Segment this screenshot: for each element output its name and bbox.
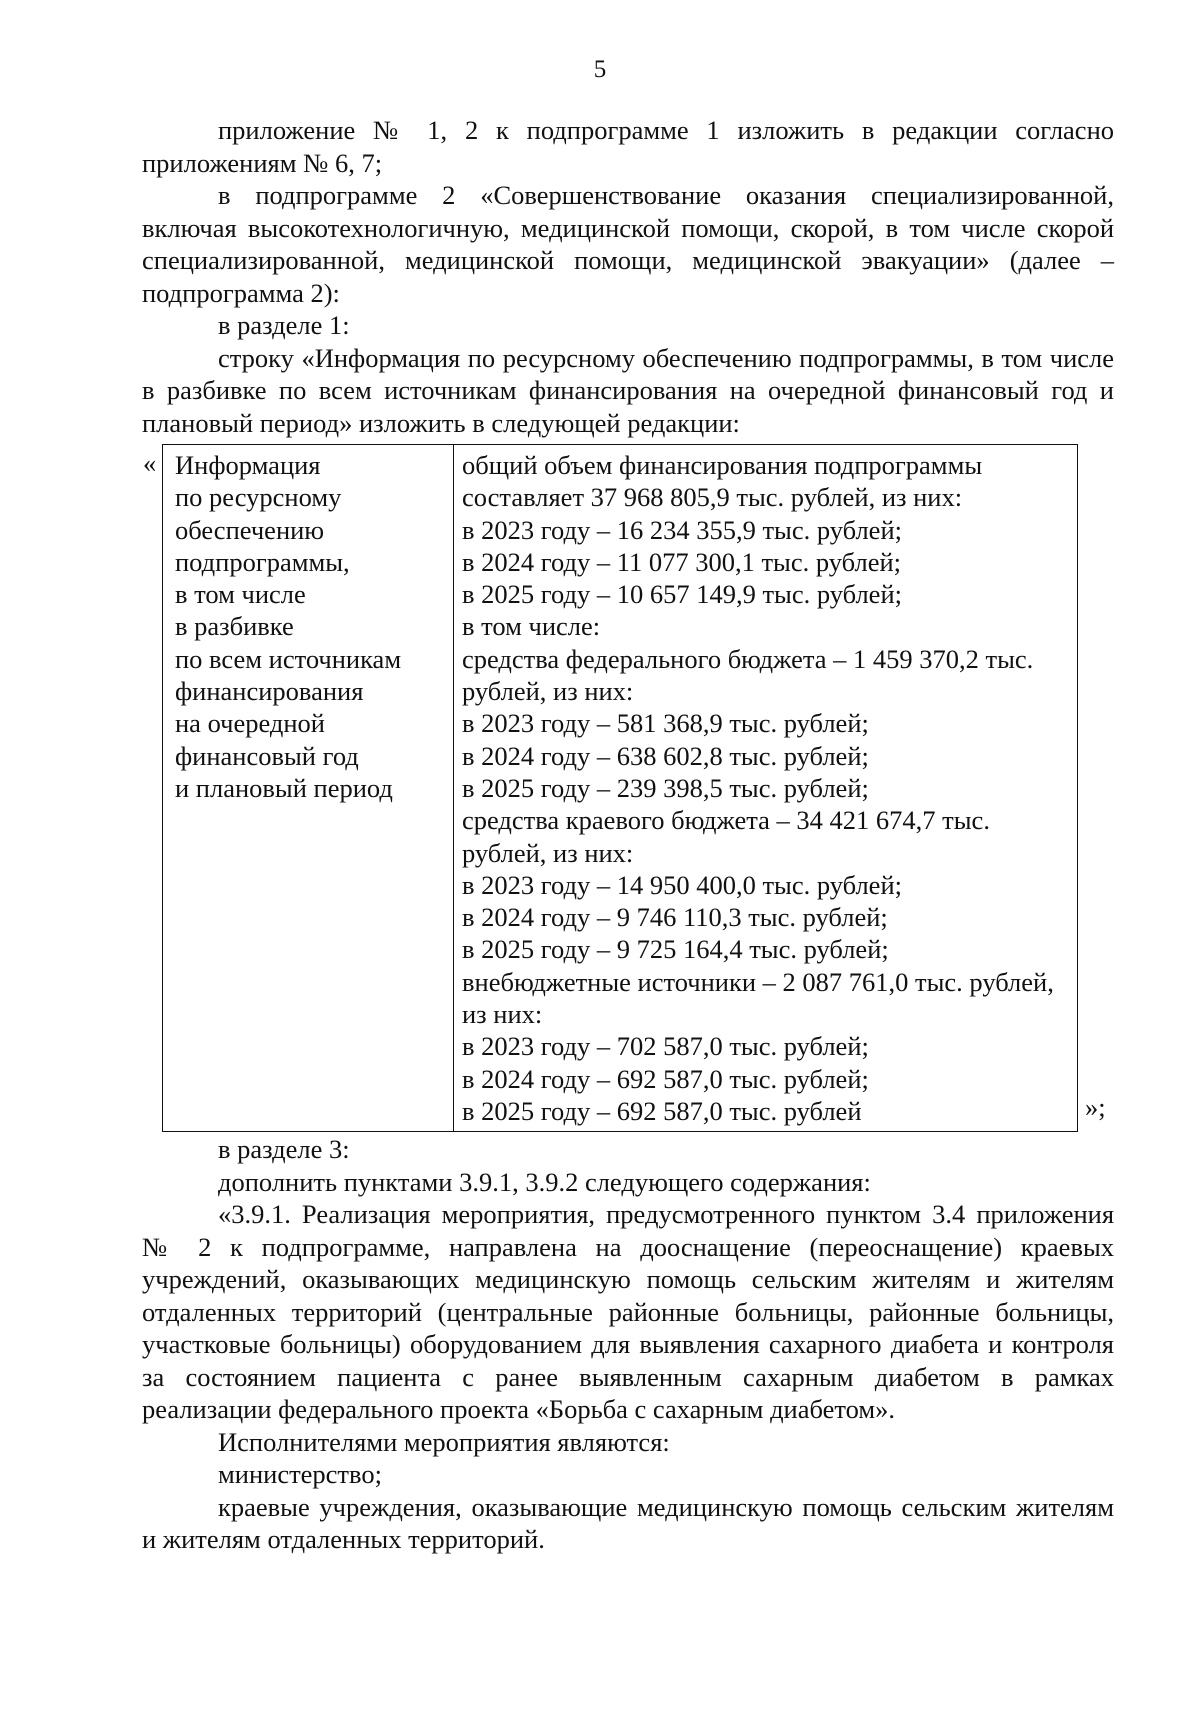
cell-line: в 2024 году – 638 602,8 тыс. рублей; [462, 740, 869, 771]
resource-info-table [162, 444, 1078, 1132]
cell-line: средства краевого бюджета – 34 421 674,7 тыс. [462, 805, 990, 836]
paragraph [142, 1133, 1114, 1166]
text-line: краевые учреждения, оказывающие медицинскую помощь сельским [218, 1491, 1007, 1522]
text-line: Исполнителями мероприятия являются: [218, 1426, 670, 1457]
row-value-cell [454, 445, 1078, 1132]
paragraph [142, 342, 1114, 440]
cell-line: финансовый год [175, 740, 359, 771]
text-line: и жителям отдаленных территорий (центральные районные больницы, районные [142, 1264, 1115, 1327]
cell-line: в 2025 году – 10 657 149,9 тыс. рублей; [462, 579, 902, 610]
paragraph [142, 179, 1114, 309]
text-line: «3.9.1. Реализация мероприятия, предусмотренного пунктом 3.4 [218, 1199, 966, 1229]
cell-line: финансирования [175, 676, 364, 707]
cell-line: составляет 37 968 805,9 тыс. рублей, из них: [462, 482, 963, 513]
text-line: в разделе 1: [218, 310, 350, 340]
top-text-block [142, 114, 1114, 439]
text-line: строку «Информация по ресурсному обеспечению подпрограммы, [218, 342, 974, 373]
cell-line: в 2023 году – 16 234 355,9 тыс. рублей; [462, 514, 902, 545]
text-line: скорой специализированной, медицинской помощи, медицинской эвакуации» [142, 212, 1115, 275]
cell-line: в 2024 году – 692 587,0 тыс. рублей; [462, 1063, 869, 1094]
row-label-cell [163, 445, 454, 1132]
text-line: приложение № 1, 2 к подпрограмме 1 изложить в редакции согласно [218, 115, 1114, 145]
text-line: краевых учреждений, оказывающих медицинскую помощь сельским жителям [142, 1231, 1115, 1294]
cell-line: рублей, из них: [462, 676, 634, 707]
cell-line: подпрограммы, [175, 546, 350, 577]
cell-line: в том числе [175, 579, 306, 610]
text-line: (далее – подпрограмма 2): [142, 245, 1115, 308]
text-line: в подпрограмме 2 «Совершенствование оказания специализированной, [218, 180, 1114, 210]
text-line: в том числе в разбивке по всем источникам финансирования на очередной [142, 342, 1114, 405]
text-line: министерство; [218, 1459, 382, 1489]
cell-line: из них: [462, 999, 543, 1030]
cell-line: в 2025 году – 239 398,5 тыс. рублей; [462, 772, 869, 803]
paragraph [142, 1491, 1114, 1556]
cell-line: средства федерального бюджета – 1 459 370,2 тыс. [462, 643, 1034, 674]
table-row [163, 445, 1078, 1132]
cell-line: в 2023 году – 702 587,0 тыс. рублей; [462, 1031, 869, 1062]
cell-line: по всем источникам [175, 643, 402, 674]
cell-line: общий объем финансирования подпрограммы [462, 450, 983, 480]
cell-line: на очередной [175, 708, 325, 739]
cell-line: и плановый период [175, 772, 393, 803]
page-number: 5 [593, 56, 607, 83]
text-line: включая высокотехнологичную, медицинской помощи, скорой, в том числе [142, 212, 1026, 243]
text-line: в разделе 3: [218, 1134, 350, 1164]
paragraph [142, 114, 1114, 179]
closing-quote: »; [1085, 1092, 1106, 1122]
cell-line: в 2025 году – 692 587,0 тыс. рублей [462, 1095, 862, 1126]
cell-line: в 2023 году – 14 950 400,0 тыс. рублей; [462, 869, 902, 900]
cell-line: по ресурсному [175, 482, 342, 513]
paragraph [142, 1198, 1114, 1426]
cell-line: обеспечению [175, 514, 325, 545]
opening-quote: « [143, 448, 157, 478]
cell-line: в 2025 году – 9 725 164,4 тыс. рублей; [462, 934, 889, 965]
text-line: дополнить пунктами 3.9.1, 3.9.2 следующего содержания: [218, 1166, 871, 1197]
text-line: приложениям № 6, 7; [142, 147, 383, 178]
text-line: диабетом в рамках реализации федерального проекта «Борьба с сахарным [142, 1361, 1114, 1424]
paragraph [142, 1458, 1114, 1491]
text-line: приложения № 2 к подпрограмме, направлена на дооснащение (переоснащение) [142, 1199, 1115, 1262]
cell-line: Информация [175, 450, 321, 480]
paragraph [142, 1426, 1114, 1459]
cell-line: в 2023 году – 581 368,9 тыс. рублей; [462, 708, 869, 739]
cell-line: в 2024 году – 11 077 300,1 тыс. рублей; [462, 546, 902, 577]
paragraph [142, 1166, 1114, 1199]
text-line: диабета и контроля за состоянием пациента с ранее выявленным сахарным [142, 1329, 1114, 1392]
cell-line: в 2024 году – 9 746 110,3 тыс. рублей; [462, 902, 888, 933]
text-line: больницы, участковые больницы) оборудованием для выявления сахарного [142, 1296, 1114, 1359]
cell-line: рублей, из них: [462, 837, 634, 868]
paragraph [142, 309, 1114, 342]
text-line: жителям и жителям отдаленных территорий. [142, 1491, 1114, 1554]
text-line: диабетом». [770, 1394, 896, 1424]
cell-line: в том числе: [462, 611, 601, 642]
cell-line: внебюджетные источники – 2 087 761,0 тыс. рублей, [462, 966, 1054, 997]
text-line: финансовый год и плановый период» изложить в следующей редакции: [142, 375, 1114, 438]
cell-line: в разбивке [175, 611, 294, 642]
bottom-text-block [142, 1133, 1114, 1556]
